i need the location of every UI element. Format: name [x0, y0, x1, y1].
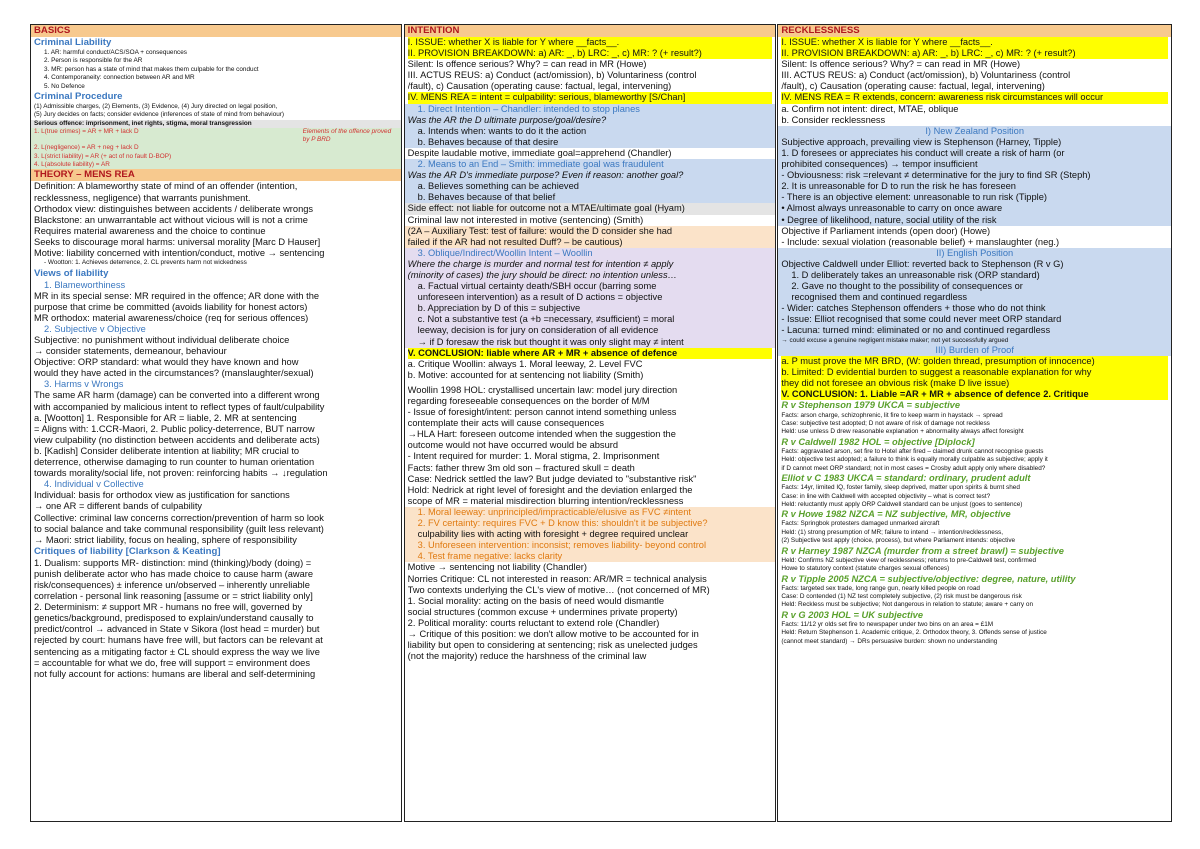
case-line: Held: reluctantly must apply ORP Caldwell standard can be unjust (goes to sentence)	[781, 500, 1023, 508]
case-line: Facts: aggravated arson, set fire to Hotel after fired – claimed drunk cannot recognise guests	[781, 447, 1044, 455]
despite-line: Despite laudable motive, immediate goal=apprehend (Chandler)	[407, 147, 672, 158]
critique-line: predict/control → advanced in State v Sikora (lost head = murder) but	[34, 624, 320, 635]
view-heading: 1. Blameworthiness	[44, 279, 126, 290]
case-title: R v Stephenson 1979 UKCA = subjective	[781, 400, 961, 411]
view-line: The same AR harm (damage) can be converted into a different wrong	[34, 390, 320, 401]
view-line: would they have acted in the circumstances? (manslaughter/sexual)	[34, 368, 314, 379]
view-line: deterrence, otherwise damaging to run counter to human orientation	[34, 457, 315, 468]
critique-line: risk/consequences) ± inference un/observed – inherently unreliable	[34, 579, 310, 590]
critique-item: 4. Test frame negative: lacks clarity	[417, 551, 563, 562]
critique-line: genetics/background, predisposed to explain/understand causally to	[34, 613, 314, 624]
means-heading: 2. Means to an End – Smith: immediate goal was fraudulent	[417, 159, 664, 170]
critique-item: culpability lies with acting with foresight + degree required unclear	[417, 529, 689, 540]
aux-line: failed if the AR had not resulted Duff? – be cautious)	[407, 236, 623, 247]
provision-line: II. PROVISION BREAKDOWN: a) AR: _, b) LRC: _, c) MR: ? (+ result?)	[408, 48, 773, 59]
oblique-item: b. Appreciation by D of this = subjective	[417, 303, 581, 314]
theory-line: Orthodox view: distinguishes between accidents / deliberate wrongs	[34, 203, 314, 214]
woollin-line: outcome would not have occurred would be absurd	[407, 440, 619, 451]
view-line: b. [Kadish] Consider deliberate intention at liability; MR crucial to	[34, 445, 300, 456]
serious-offence: Serious offence: imprisonment, inet rights, stigma, moral transgression	[31, 120, 401, 128]
case-line: Case: subjective test adopted; D not aware of risk of damage not reckless	[781, 419, 990, 427]
norrie-line: 1. Social morality: acting on the basis of need would dismantle	[407, 595, 664, 606]
case-title: R v Harney 1987 NZCA (murder from a street brawl) = subjective	[781, 545, 1064, 556]
critique-item: 1. Moral leeway: unprincipled/impracticable/elusive as FVC ≠intent	[417, 506, 691, 517]
critique-item: 2. FV certainty: requires FVC + D know this: shouldn't it be subjective?	[417, 518, 708, 529]
view-heading: 3. Harms v Wrongs	[44, 379, 124, 390]
nedrick-line: Hold: Nedrick at right level of foresight and the deviation enlarged the	[407, 484, 693, 495]
view-line: with accompanied by malicious intent to reflect types of fault/culpability	[34, 401, 325, 412]
oblique-question: Where the charge is murder and normal test for intention ≠ apply	[407, 258, 674, 269]
norrie-line: (not the majority) reduce the harshness of the criminal law	[407, 651, 647, 662]
english-note: → could excuse a genuine negligent mistake maker; not yet successfully argued	[781, 336, 1009, 344]
case-r-v-g	[781, 610, 1168, 646]
level-line: 3. L(strict liability) = AR (+ act of no fault D-BOP)	[34, 152, 172, 160]
consider-line: b. Consider recklessness	[781, 114, 886, 125]
case-line: Case: D contended (1) NZ test completely subjective, (2) risk must be dangerous risk	[781, 593, 1022, 601]
case-line: (2) Subjective test apply (choice, process), but where Parliament intends: objective	[781, 537, 1016, 545]
liability-item: 3. MR: person has a state of mind that makes them culpable for the conduct	[44, 65, 259, 73]
critique-line: 2. Determinism: ≠ support MR - humans no free will, governed by	[34, 602, 303, 613]
burden-line: a. P must prove the MR BRD, (W: golden thread, presumption of innocence)	[781, 356, 1168, 367]
burden-line: they did not foresee an obvious risk (make D live issue)	[781, 378, 1168, 389]
theory-line: Definition: A blameworthy state of mind of an offender (intention,	[34, 181, 298, 192]
english-line: recognised them and continued regardless	[791, 292, 968, 303]
theory-line: Motive: liability concerned with intention/conduct, motive → sentencing	[34, 248, 325, 259]
case-line: Held: Return Stephenson 1. Academic critique, 2. Orthodox theory, 3. Offends sense of justice	[781, 629, 1047, 637]
view-line: view culpability (no distinction between accidents and deliberate acts)	[34, 434, 320, 445]
means-item: b. Behaves because of that belief	[417, 192, 556, 203]
view-line: towards morality/social life, not proven: reinforcing habits → ↓regulation	[34, 468, 328, 479]
woollin-line: contemplate their acts will cause consequences	[407, 418, 605, 429]
subheading-criminal-procedure: Criminal Procedure	[34, 91, 123, 103]
case-line: Case: in line with Caldwell with accepted objectivity – what is correct test?	[781, 492, 991, 500]
norrie-line: 2. Political morality: courts reluctant to extend role (Chandler)	[407, 617, 660, 628]
theory-line: Seeks to discourage moral harms: universal morality [Marc D Hauser]	[34, 236, 321, 247]
norrie-line: liability but open to considering at sentencing; risk as unelected judges	[407, 640, 698, 651]
mens-rea-line: IV. MENS REA = intent = culpability: serious, blameworthy [S/Chan]	[408, 92, 773, 103]
oblique-item: c. Not a substantive test (a +b =necessary, ≠sufficient) = moral	[417, 314, 675, 325]
nedrick-line: Facts: father threw 3m old son – fractured skull = death	[407, 462, 635, 473]
view-line: Subjective: no punishment without individual deliberate choice	[34, 335, 290, 345]
case-line: Howe to statutory context (statute charges sexual offences)	[781, 565, 950, 573]
direct-intention-box	[405, 104, 776, 148]
criminal-motive-line: Criminal law not interested in motive (sentencing) (Smith)	[407, 214, 644, 225]
english-line: - Wider: catches Stephenson offenders + those who do not think	[781, 303, 1046, 314]
norrie-line: social structures (common excuse + undermines private property)	[407, 606, 678, 617]
conclusion-line: V. CONCLUSION: 1. Liable =AR + MR + absence of defence 2. Critique	[781, 389, 1168, 400]
motive-line: b. Motive: accounted for at sentencing not liability (Smith)	[407, 369, 644, 380]
critique-line: = accountable for what we do, free will support = environment does	[34, 657, 310, 668]
section-heading-theory: THEORY – MENS REA	[31, 169, 401, 181]
mens-rea-line: IV. MENS REA = R extends, concern: awareness risk circumstances will occur	[781, 92, 1168, 103]
critique-items-box	[405, 507, 776, 562]
oblique-intent-box	[405, 248, 776, 348]
confirm-line: a. Confirm not intent: direct, MTAE, oblique	[781, 103, 959, 114]
oblique-item: unforeseen intervention) as a result of D actions = objective	[417, 292, 663, 303]
means-item: a. Believes something can be achieved	[417, 181, 579, 192]
woollin-line: Woollin 1998 HOL: crystallised uncertain law: model jury direction	[407, 384, 678, 395]
case-line: Facts: targeted sex trade, long range gun, nearly killed people on road	[781, 584, 980, 592]
case-line: Held: (1) strong presumption of MR; failure to intend → intention/recklessness,	[781, 528, 1003, 536]
english-line: - Lacuna: turned mind: eliminated or no and continued regardless	[781, 325, 1051, 336]
critique-line: punish deliberate actor who has made choice to cause harm (aware	[34, 568, 314, 579]
case-tipple	[781, 574, 1168, 610]
direct-item: b. Behaves because of that desire	[417, 136, 559, 147]
burden-heading: III) Burden of Proof	[935, 344, 1014, 355]
view-line: MR orthodox: material awareness/choice (req for serious offences)	[34, 312, 309, 323]
critique-line: 1. Dualism: supports MR- distinction: mind (thinking)/body (doing) =	[34, 557, 312, 568]
woollin-line: - Issue of foresight/intent: person cannot intend something unless	[407, 407, 677, 418]
theory-line: recklessness, negligence) that warrants punishment.	[34, 192, 251, 203]
aux-line: (2A – Auxiliary Test: test of failure: would the D consider she had	[407, 225, 673, 236]
view-line: Objective: ORP standard: what would they have known and how	[34, 357, 299, 368]
case-stephenson	[781, 400, 1168, 436]
nz-position-box	[778, 126, 1171, 226]
case-elliot	[781, 473, 1168, 509]
case-title: Elliot v C 1983 UKCA = standard: ordinary, prudent adult	[781, 473, 1031, 484]
case-line: Facts: 11/12 yr olds set fire to newspaper under two bins on an area = £1M	[781, 620, 994, 628]
critique-line: rejected by court: humans have free will, but factors can be relevant at	[34, 635, 323, 646]
english-position-box	[778, 248, 1171, 356]
actus-line: III. ACTUS REUS: a) Conduct (act/omission), b) Voluntariness (control	[781, 70, 1071, 81]
case-caldwell	[781, 437, 1168, 473]
nz-line: • Degree of likelihood, nature, social utility of the risk	[781, 214, 997, 225]
view-line: → Maori: strict liability, focus on healing, sphere of responsibility	[34, 534, 297, 545]
oblique-item: leeway, decision is for jury on consideration of all evidence	[417, 325, 659, 336]
case-title: R v G 2003 HOL = UK subjective	[781, 609, 924, 620]
view-line: a. [Wootton] 1. Responsible for AR = liable, 2. MR at sentencing	[34, 412, 297, 423]
subheading-criminal-liability: Criminal Liability	[34, 37, 112, 48]
column-intention	[404, 24, 777, 822]
oblique-heading: 3. Oblique/Indirect/Woollin Intent – Woollin	[417, 247, 593, 258]
norrie-line: → Critique of this position: we don't allow motive to be accounted for in	[407, 628, 699, 639]
liability-item: 1. AR: harmful conduct/ACS/SOA + consequences	[44, 49, 187, 56]
theory-note: - Wootton: 1. Achieves deterrence, 2. CL prevents harm not wickedness	[44, 259, 247, 267]
means-end-box	[405, 159, 776, 203]
case-line: Facts: Springbok protesters damaged unmarked aircraft	[781, 520, 940, 528]
silent-line: Silent: Is offence serious? Why? = can read in MR (Howe)	[407, 59, 647, 70]
view-line: → one AR = different bands of culpability	[34, 501, 203, 512]
theory-line: Requires material awareness and the choice to continue	[34, 225, 266, 236]
english-line: 1. D deliberately takes an unreasonable risk (ORP standard)	[791, 269, 1040, 280]
woollin-line: regarding foreseeable consequences on the border of M/M	[407, 396, 650, 406]
english-line: Objective Caldwell under Elliot: reverted back to Stephenson (R v G)	[781, 258, 1064, 269]
section-heading-basics: BASICS	[31, 25, 401, 37]
critique-woollin-line: a. Critique Woollin: always 1. Moral leeway, 2. Level FVC	[407, 358, 643, 369]
oblique-item: a. Factual virtual certainty death/SBH occur (barring some	[417, 281, 657, 292]
case-line: Held: objective test adopted; a failure to think is equally morally culpable as subjective; apply it	[781, 456, 1048, 464]
auxiliary-test-box	[405, 226, 776, 248]
oblique-item: → if D foresaw the risk but thought it was only slight may ≠ intent	[417, 336, 684, 347]
nz-line: prohibited consequences) → tempor insufficient	[781, 159, 978, 170]
nz-heading: I) New Zealand Position	[925, 125, 1025, 136]
level-line: 2. L(negligence) = AR + neg + lack D	[34, 144, 139, 152]
liability-item: 2. Person is responsible for the AR	[44, 57, 143, 65]
view-line: = Aligns with: 1.CCR-Maori, 2. Public policy-deterrence, BUT narrow	[34, 423, 315, 434]
english-line: - Issue: Elliot recognised that some could never meet ORP standard	[781, 314, 1062, 325]
nz-line: 2. It is unreasonable for D to run the risk he has foreseen	[781, 181, 1016, 192]
case-title: R v Caldwell 1982 HOL = objective [Diplock]	[781, 436, 975, 447]
direct-heading: 1. Direct Intention – Chandler: intended to stop planes	[417, 103, 640, 114]
case-line: if D cannot meet ORP standard; not in most cases = Crosby adult apply only where disabled?	[781, 464, 1046, 472]
nz-line: • Almost always unreasonable to carry on once aware	[781, 203, 1003, 214]
column-basics-theory	[30, 24, 402, 822]
procedure-line: (5) Jury decides on facts; consider evidence (inferences of state of mind from behaviour)	[34, 111, 285, 119]
view-line: Individual: basis for orthodox view as justification for sanctions	[34, 490, 290, 501]
view-line: Collective: criminal law concerns correction/prevention of harm so look	[34, 512, 324, 523]
critique-line: not fully account for actions: humans are liberal and self-determining	[34, 668, 316, 679]
revision-sheet	[30, 24, 1172, 822]
burden-line: b. Limited: D evidential burden to suggest a reasonable explanation for why	[781, 367, 1168, 378]
levels-of-liability-box	[31, 128, 401, 169]
nz-line: - There is an objective element: unreasonable to run risk (Tipple)	[781, 192, 1047, 203]
case-title: R v Howe 1982 NZCA = NZ subjective, MR, objective	[781, 509, 1011, 520]
nz-line: Subjective approach, prevailing view is Stephenson (Harney, Tipple)	[781, 136, 1062, 147]
english-line: 2. Gave no thought to the possibility of consequences or	[791, 281, 1023, 292]
view-line: to social balance and take communal responsibility (guilt less relevant)	[34, 523, 324, 534]
case-line: Facts: 14yr, limited IQ, foster family, sleep deprived, matter upon spirits & burnt shed	[781, 484, 1020, 492]
direct-question: Was the AR the D ultimate purpose/goal/desire?	[407, 114, 607, 125]
critique-item: 3. Unforeseen intervention: inconsist; removes liability- beyond control	[417, 540, 707, 551]
view-line: purpose that crime be committed (avoids liability for honest actors)	[34, 301, 308, 312]
actus-line: III. ACTUS REUS: a) Conduct (act/omission), b) Voluntariness (control	[407, 70, 697, 81]
view-heading: 2. Subjective v Objective	[44, 323, 146, 334]
means-question: Was the AR D's immediate purpose? Even if reason: another goal?	[407, 170, 684, 181]
view-heading: 4. Individual v Collective	[44, 479, 144, 490]
column-recklessness	[777, 24, 1172, 822]
subheading-critiques: Critiques of liability [Clarkson & Keating]	[34, 545, 221, 557]
silent-line: Silent: Is offence serious? Why? = can read in MR (Howe)	[781, 59, 1021, 70]
woollin-line: →HLA Hart: foreseen outcome intended when the suggestion the	[407, 429, 676, 440]
levels-note: Elements of the offence proved by P BRD	[302, 128, 392, 144]
case-howe	[781, 509, 1168, 545]
conclusion-line: V. CONCLUSION: liable where AR + MR + absence of defence	[408, 348, 773, 359]
objective-line: Objective if Parliament intends (open door) (Howe)	[781, 225, 991, 236]
oblique-question: (minority of cases) the jury should be direct: no intention unless…	[407, 269, 677, 280]
nz-line: - Obviousness: risk =relevant ≠ determinative for the jury to find SR (Steph)	[781, 170, 1091, 181]
issue-line: I. ISSUE: whether X is liable for Y where __facts__.	[781, 37, 1168, 48]
motive-sentencing-line: Motive → sentencing not liability (Chandler)	[407, 562, 587, 573]
actus-line: /fault), c) Causation (operating cause: factual, legal, intervening)	[407, 81, 672, 92]
provision-line: II. PROVISION BREAKDOWN: a) AR: _, b) LRC: _, c) MR: ? (+ result?)	[781, 48, 1168, 59]
norrie-line: Two contexts underlying the CL's view of motive… (not concerned of MR)	[407, 584, 710, 595]
norrie-line: Norries Critique: CL not interested in reason: AR/MR = technical analysis	[407, 573, 707, 584]
objective-line: - Include: sexual violation (reasonable belief) + manslaughter (neg.)	[781, 236, 1060, 247]
section-heading-intention: INTENTION	[405, 25, 776, 37]
view-line: → consider statements, demeanour, behaviour	[34, 346, 227, 357]
issue-line: I. ISSUE: whether X is liable for Y where __facts__.	[408, 37, 773, 48]
nz-line: 1. D foresees or appreciates his conduct will create a risk of harm (or	[781, 147, 1065, 158]
case-line: Held: Reckless must be subjective; Not dangerous in relation to statute; aware + carry on	[781, 601, 1034, 609]
case-line: Held: Confirms NZ subjective view of recklessness; returns to pre-Caldwell test, confirmed	[781, 556, 1036, 564]
direct-item: a. Intends when: wants to do it the action	[417, 125, 587, 136]
nedrick-line: scope of MR = material misdirection blurring intention/recklessness	[407, 495, 684, 506]
case-line: Held: use unless D drew reasonable explanation + abnormality always affect foresight	[781, 428, 1024, 436]
actus-line: /fault), c) Causation (operating cause: factual, legal, intervening)	[781, 81, 1045, 92]
critique-line: correlation - personal link reasoning [assume or = strict liability only]	[34, 591, 313, 602]
level-line: 1. L(true crimes) = AR + MR + lack D	[34, 128, 139, 136]
theory-line: Blackstone: an unwarrantable act without vicious will is not a crime	[34, 214, 308, 225]
subheading-views: Views of liability	[34, 267, 109, 279]
woollin-line: - Intent required for murder: 1. Moral stigma, 2. Imprisonment	[407, 451, 660, 462]
liability-item: 5. No Defence	[44, 82, 85, 90]
section-heading-recklessness: RECKLESSNESS	[778, 25, 1171, 37]
side-effect-line: Side effect: not liable for outcome not a MTAE/ultimate goal (Hyam)	[405, 203, 776, 214]
nedrick-line: Case: Nedrick settled the law? But judge deviated to "substantive risk"	[407, 473, 697, 484]
case-line: Facts: arson charge, schizophrenic, lit fire to keep warm in haystack → spread	[781, 411, 1003, 419]
procedure-line: (1) Admissible charges, (2) Elements, (3) Evidence, (4) Jury directed on legal position,	[34, 103, 278, 111]
case-title: R v Tipple 2005 NZCA = subjective/objective: degree, nature, utility	[781, 573, 1076, 584]
liability-item: 4. Contemporaneity: connection between AR and MR	[44, 74, 195, 82]
case-harney	[781, 546, 1168, 574]
view-line: MR in its special sense: MR required in the offence; AR done with the	[34, 290, 320, 301]
english-heading: II) English Position	[936, 247, 1014, 258]
level-line: 4. L(absolute liability) = AR	[34, 161, 110, 169]
critique-line: sentencing as a mitigating factor ± CL should express the way we live	[34, 646, 320, 657]
case-line: (cannot meet standard) → DRs persuasive burden: shown no understanding	[781, 637, 998, 645]
